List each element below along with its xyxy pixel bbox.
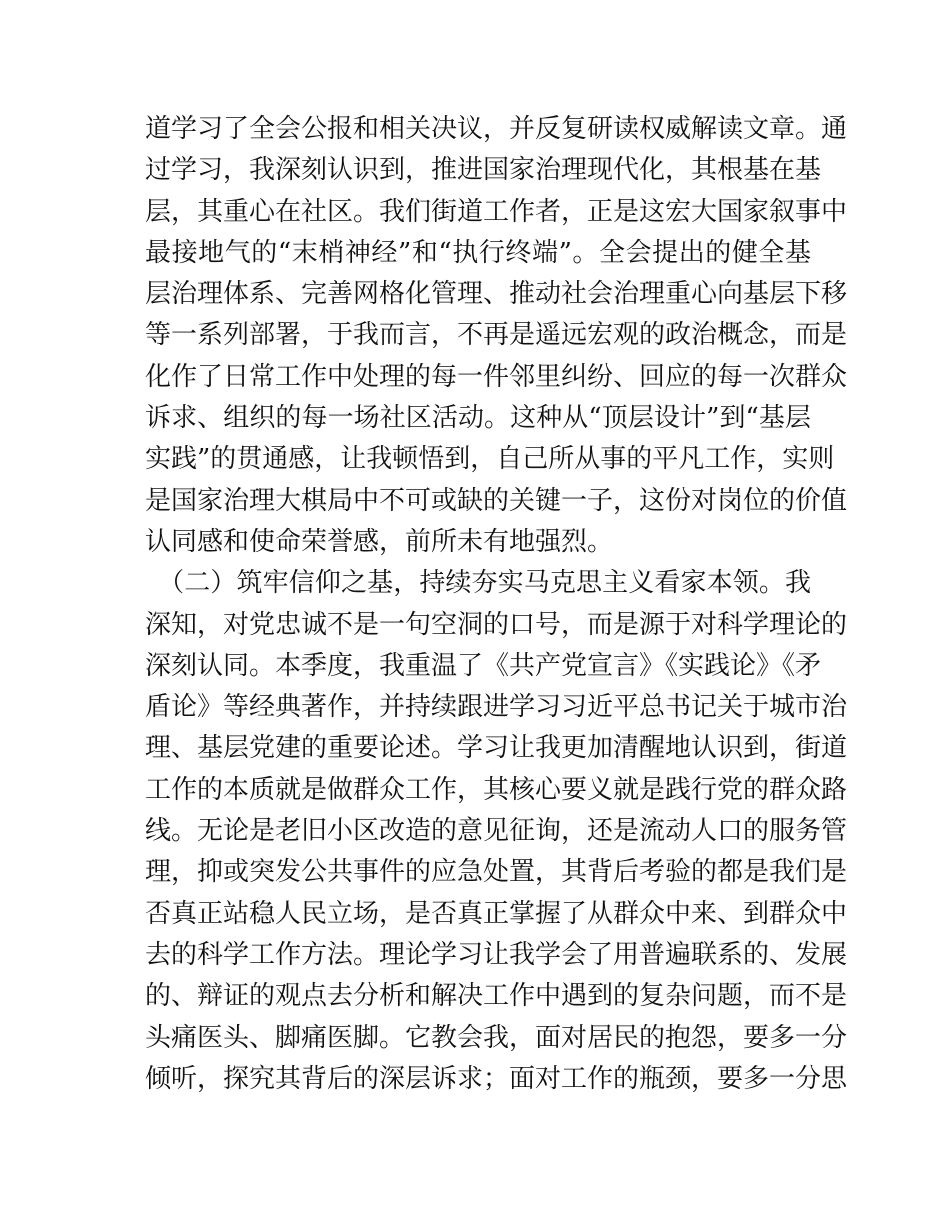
text-line: 过学习，我深刻认识到，推进国家治理现代化，其根基在基 xyxy=(145,155,822,186)
document-body xyxy=(145,109,848,1100)
text-line: 深刻认同。本季度，我重温了《共产党宣言》《实践论》《矛 xyxy=(145,650,822,681)
text-line: 头痛医头、脚痛医脚。它教会我，面对居民的抱怨，要多一分 xyxy=(145,1022,848,1053)
text-line: 工作的本质就是做群众工作，其核心要义就是践行党的群众路 xyxy=(145,774,848,805)
text-line: 诉求、组织的每一场社区活动。这种从“顶层设计”到“基层 xyxy=(145,403,811,434)
text-line: 去的科学工作方法。理论学习让我学会了用普遍联系的、发展 xyxy=(145,939,848,970)
text-line: 理，抑或突发公共事件的应急处置，其背后考验的都是我们是 xyxy=(145,857,848,888)
text-line: （二）筑牢信仰之基，持续夯实马克思主义看家本领。我 xyxy=(145,568,811,599)
text-line: 实践”的贯通感，让我顿悟到，自己所从事的平凡工作，实则 xyxy=(145,444,835,475)
text-line: 最接地气的“末梢神经”和“执行终端”。全会提出的健全基 xyxy=(145,237,811,268)
text-line: 层，其重心在社区。我们街道工作者，正是这宏大国家叙事中 xyxy=(145,196,848,227)
text-line: 化作了日常工作中处理的每一件邻里纠纷、回应的每一次群众 xyxy=(145,361,848,392)
text-line: 等一系列部署，于我而言，不再是遥远宏观的政治概念，而是 xyxy=(145,320,848,351)
text-line: 认同感和使命荣誉感，前所未有地强烈。 xyxy=(145,526,614,557)
text-line: 道学习了全会公报和相关决议，并反复研读权威解读文章。通 xyxy=(145,114,848,144)
text-line: 理、基层党建的重要论述。学习让我更加清醒地认识到，街道 xyxy=(145,733,848,764)
text-line: 否真正站稳人民立场，是否真正掌握了从群众中来、到群众中 xyxy=(145,898,848,929)
text-line: 层治理体系、完善网格化管理、推动社会治理重心向基层下移 xyxy=(145,279,848,310)
text-line: 是国家治理大棋局中不可或缺的关键一子，这份对岗位的价值 xyxy=(145,485,848,516)
text-line: 倾听，探究其背后的深层诉求；面对工作的瓶颈，要多一分思 xyxy=(145,1063,848,1094)
text-line: 线。无论是老旧小区改造的意见征询，还是流动人口的服务管 xyxy=(145,816,848,847)
text-line: 的、辩证的观点去分析和解决工作中遇到的复杂问题，而不是 xyxy=(145,981,848,1012)
text-line: 盾论》等经典著作，并持续跟进学习习近平总书记关于城市治 xyxy=(145,692,848,723)
text-line: 深知，对党忠诚不是一句空洞的口号，而是源于对科学理论的 xyxy=(145,609,848,640)
